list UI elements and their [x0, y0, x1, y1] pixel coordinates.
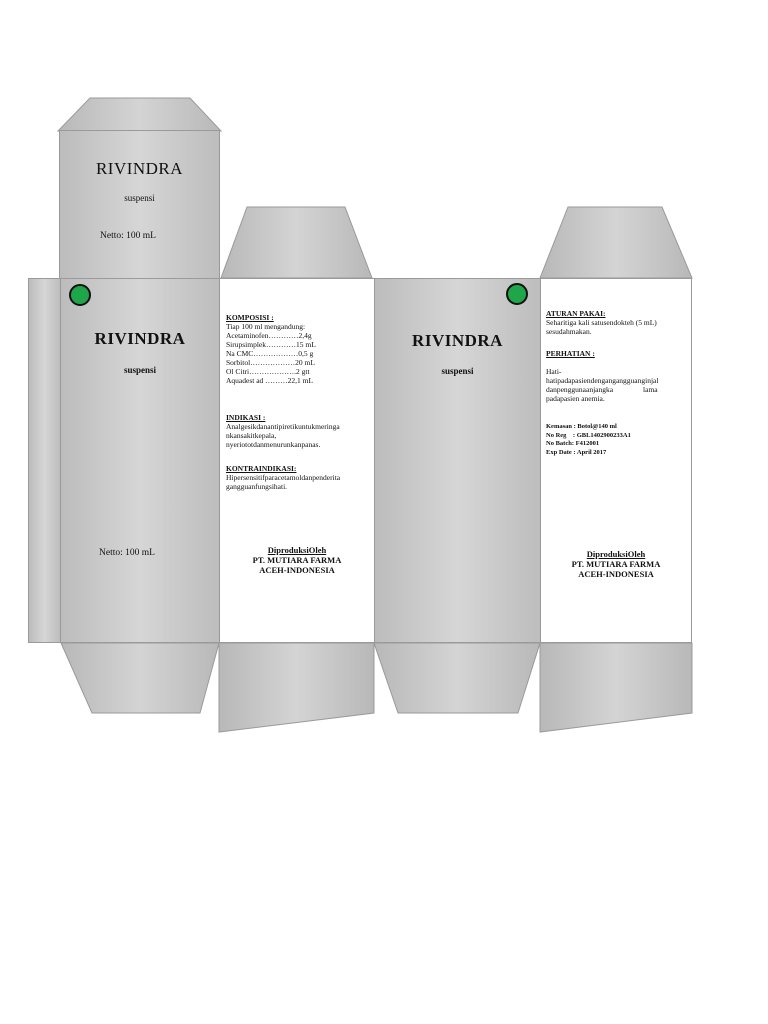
back-panel: [374, 278, 541, 643]
perhatian-title: PERHATIAN :: [546, 349, 595, 358]
kontraindikasi-section: [226, 464, 371, 491]
komposisi-line: Na CMC………………0,5 g: [226, 349, 314, 358]
kontraindikasi-line: gangguanfungsihati.: [226, 482, 288, 491]
komposisi-line: Ol Citri……………….2 gtt: [226, 367, 310, 376]
package-info: [546, 423, 688, 457]
exp-date-text: Exp Date : April 2017: [546, 448, 607, 456]
producer-block: [541, 549, 691, 579]
indikasi-line: Analgesikdanantipiretikuntukmeringa: [226, 422, 340, 431]
info-panel: [540, 278, 692, 643]
komposisi-line: Aquadest ad ………22,1 mL: [226, 376, 314, 385]
dust-flap-top-1: [221, 207, 372, 278]
perhatian-line: padapasien anemia.: [546, 394, 605, 403]
komposisi-section: [226, 313, 371, 385]
no-batch-text: No Batch: F412001: [546, 440, 600, 447]
back-form: suspensi: [441, 366, 474, 376]
front-form: suspensi: [123, 365, 157, 375]
green-dot-marker: [506, 283, 528, 305]
komposisi-line: Acetaminofen…………2,4g: [226, 331, 312, 340]
composition-panel: [219, 278, 375, 643]
aturan-section: [546, 309, 688, 336]
top-lid-flap: [58, 98, 221, 131]
kontraindikasi-line: Hipersensitifparacetamoldanpenderita: [226, 473, 341, 482]
front-brand: RIVINDRA: [94, 329, 186, 348]
top-lid-panel: [59, 130, 220, 279]
glue-strip: [28, 278, 61, 643]
bottom-flap-4: [540, 643, 692, 732]
bottom-flap-2: [219, 643, 374, 732]
front-netto: Netto: 100 mL: [99, 548, 155, 558]
producer-location: ACEH-INDONESIA: [259, 565, 335, 575]
producer-block: [220, 545, 374, 575]
aturan-line: sesudahmakan.: [546, 327, 592, 336]
indikasi-line: nkansakitkepala,: [226, 431, 277, 440]
producer-header: DiproduksiOleh: [586, 549, 646, 559]
indikasi-line: nyeriototdanmenurunkanpanas.: [226, 440, 321, 449]
producer-location: ACEH-INDONESIA: [578, 569, 654, 579]
green-dot-marker: [69, 284, 91, 306]
kemasan-text: Kemasan : Botol@140 ml: [546, 423, 617, 430]
no-reg-text: No Reg : GBL1402900233A1: [546, 431, 631, 439]
kontraindikasi-title: KONTRAINDIKASI:: [226, 464, 297, 473]
producer-name: PT. MUTIARA FARMA: [252, 555, 342, 565]
producer-name: PT. MUTIARA FARMA: [571, 559, 661, 569]
komposisi-line: Sorbitol………………20 mL: [226, 358, 315, 367]
bottom-flap-3: [374, 643, 540, 713]
komposisi-line: Sirupsimplek…………15 mL: [226, 340, 316, 349]
producer-header: DiproduksiOleh: [267, 545, 327, 555]
komposisi-line: Tiap 100 ml mengandung:: [226, 322, 306, 331]
top-brand: RIVINDRA: [95, 159, 184, 178]
spacer: [546, 358, 688, 367]
dust-flap-top-2: [540, 207, 692, 278]
front-panel: [60, 278, 220, 643]
perhatian-line: hatipadapasiendengangangguanginjal: [546, 376, 659, 385]
perhatian-line: danpenggunaanjangka lama: [546, 385, 658, 394]
aturan-title: ATURAN PAKAI:: [546, 309, 606, 318]
back-brand: RIVINDRA: [412, 331, 503, 350]
perhatian-line: Hati-: [546, 367, 562, 376]
aturan-line: Seharitiga kali satusendokteh (5 mL): [546, 318, 657, 327]
bottom-flap-1: [61, 643, 219, 713]
top-netto: Netto: 100 mL: [100, 231, 156, 241]
indikasi-section: [226, 413, 371, 449]
top-form: suspensi: [124, 193, 155, 203]
komposisi-title: KOMPOSISI :: [226, 313, 274, 322]
indikasi-title: INDIKASI :: [226, 413, 266, 422]
perhatian-section: [546, 349, 688, 403]
